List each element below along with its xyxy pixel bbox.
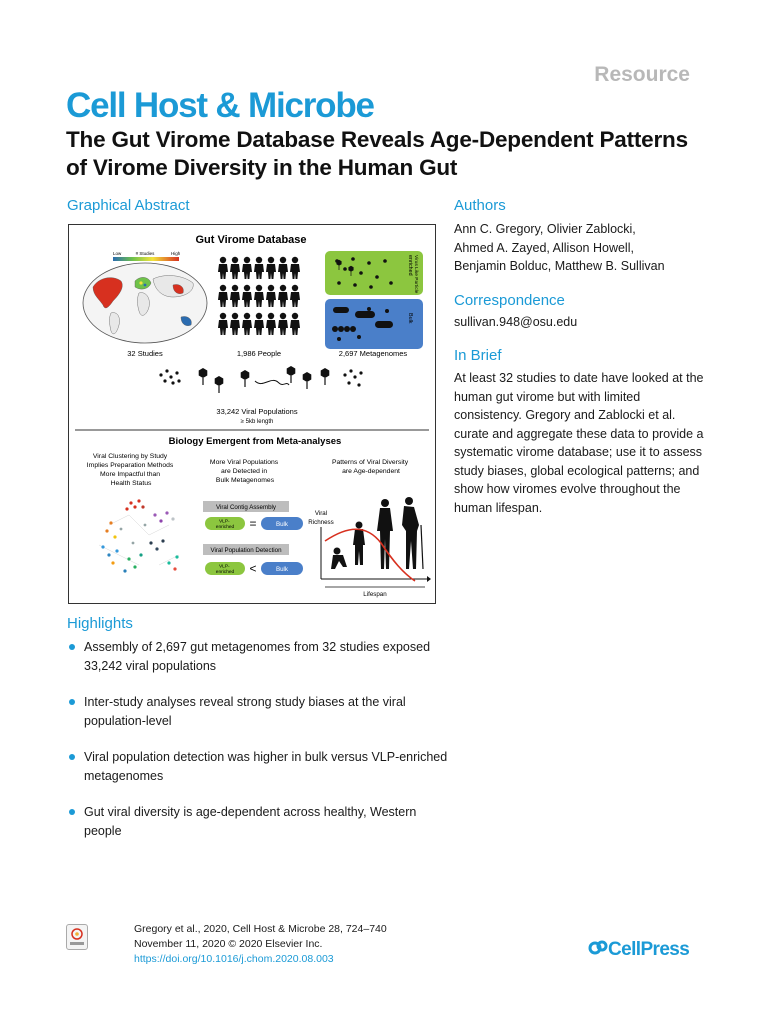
highlight-item: [68, 803, 448, 840]
meta-analyses-title: Biology Emergent from Meta-analyses: [168, 436, 342, 447]
people-grid: [218, 257, 300, 335]
check-updates-icon[interactable]: [66, 924, 88, 950]
bullet-icon: [69, 809, 75, 815]
col3-text: Patterns of Viral Diversity are Age-dependent: [331, 459, 409, 475]
citation-line-2: November 11, 2020 © 2020 Elsevier Inc.: [134, 938, 323, 950]
assembly-operator: =: [249, 516, 257, 531]
citation-line-1: Gregory et al., 2020, Cell Host & Microbe 28, 724–740: [134, 923, 387, 935]
bullet-icon: [69, 644, 75, 650]
graphical-abstract-svg: [69, 225, 435, 603]
vlp-label-1: Virus Like Particle: [413, 255, 418, 294]
x-axis-arrow: [427, 576, 431, 582]
author-line: Ann C. Gregory, Olivier Zablocki,: [454, 222, 636, 236]
stat-studies: 32 Studies: [127, 349, 163, 358]
correspondence-heading: Correspondence: [454, 292, 565, 309]
highlights-list: [68, 638, 448, 858]
viral-populations-count: 33,242 Viral Populations: [216, 407, 298, 416]
bullet-icon: [69, 754, 75, 760]
world-map: [83, 263, 207, 343]
bulk-label-vertical: Bulk: [407, 313, 413, 324]
detection-label: Viral Population Detection: [210, 547, 282, 554]
cellpress-icon: [588, 938, 608, 958]
assembly-vlp-text: VLP- enriched: [215, 519, 235, 530]
highlight-item: [68, 693, 448, 730]
vlp-label-2: enriched: [407, 255, 413, 276]
detection-operator: <: [249, 561, 257, 576]
authors-heading: Authors: [454, 197, 506, 214]
assembly-bulk-text: Bulk: [275, 521, 289, 528]
article-type: Resource: [594, 63, 690, 86]
article-title: The Gut Virome Database Reveals Age-Dependent Patterns of Virome Diversity in the Human Gut: [66, 127, 688, 180]
journal-name: Cell Host & Microbe: [66, 86, 374, 125]
richness-label-1: Viral: [314, 510, 328, 517]
highlight-item: [68, 638, 448, 675]
col2-text: More Viral Populations are Detected in Bulk Metagenomes: [209, 459, 279, 484]
graphical-abstract-figure: [68, 224, 436, 604]
citation-block: [134, 922, 387, 967]
author-line: Benjamin Bolduc, Matthew B. Sullivan: [454, 259, 665, 273]
viral-populations-illustration: [159, 366, 362, 393]
length-note: ≥ 5kb length: [240, 419, 274, 425]
richness-label-2: Richness: [308, 519, 334, 526]
detection-vlp-text: VLP- enriched: [215, 564, 235, 575]
ga-figure-title: Gut Virome Database: [195, 234, 307, 246]
legend-high: High: [171, 251, 181, 256]
viral-cluster-network: [99, 499, 179, 572]
author-line: Ahmed A. Zayed, Allison Howell,: [454, 240, 634, 255]
detection-bulk-text: Bulk: [275, 566, 289, 573]
bulk-box: [325, 299, 423, 349]
highlight-item: [68, 748, 448, 785]
correspondence-email[interactable]: sullivan.948@osu.edu: [454, 315, 578, 329]
stat-people: 1,986 People: [236, 349, 282, 358]
age-silhouettes: [331, 497, 423, 569]
legend-low: Low: [113, 251, 122, 256]
highlight-text: Viral population detection was higher in bulk versus VLP-enriched metagenomes: [84, 750, 448, 783]
stat-metagenomes: 2,697 Metagenomes: [338, 349, 408, 358]
check-updates-graphic: [67, 925, 87, 949]
assembly-label: Viral Contig Assembly: [215, 504, 277, 511]
doi-link[interactable]: https://doi.org/10.1016/j.chom.2020.08.003: [134, 953, 334, 965]
lifespan-label: Lifespan: [363, 591, 387, 598]
col1-text: Viral Clustering by Study Implies Preparation Methods More Impactful than Health Status: [86, 453, 174, 487]
cellpress-text: CellPress: [608, 939, 690, 960]
highlight-text: Gut viral diversity is age-dependent across healthy, Western people: [84, 805, 417, 838]
highlight-text: Inter-study analyses reveal strong study biases at the viral population-level: [84, 695, 406, 728]
in-brief-heading: In Brief: [454, 347, 502, 364]
highlights-heading: Highlights: [67, 615, 133, 632]
legend-gradient: [113, 257, 179, 261]
in-brief-text: At least 32 studies to date have looked at the human gut virome but with limited consistency. Gregory and Zablocki et al. curate and aggregate these data to provide a systematic virome database; use it to assess study biases, global ecological patterns; and show how viromes evolve throughout the human lifespan.: [454, 371, 704, 515]
legend-label: # Studies: [135, 251, 155, 256]
bullet-icon: [69, 699, 75, 705]
authors-list: [454, 220, 744, 276]
highlight-text: Assembly of 2,697 gut metagenomes from 32 studies exposed 33,242 viral populations: [84, 640, 431, 673]
cellpress-logo[interactable]: [588, 938, 689, 961]
graphical-abstract-heading: Graphical Abstract: [67, 197, 190, 214]
